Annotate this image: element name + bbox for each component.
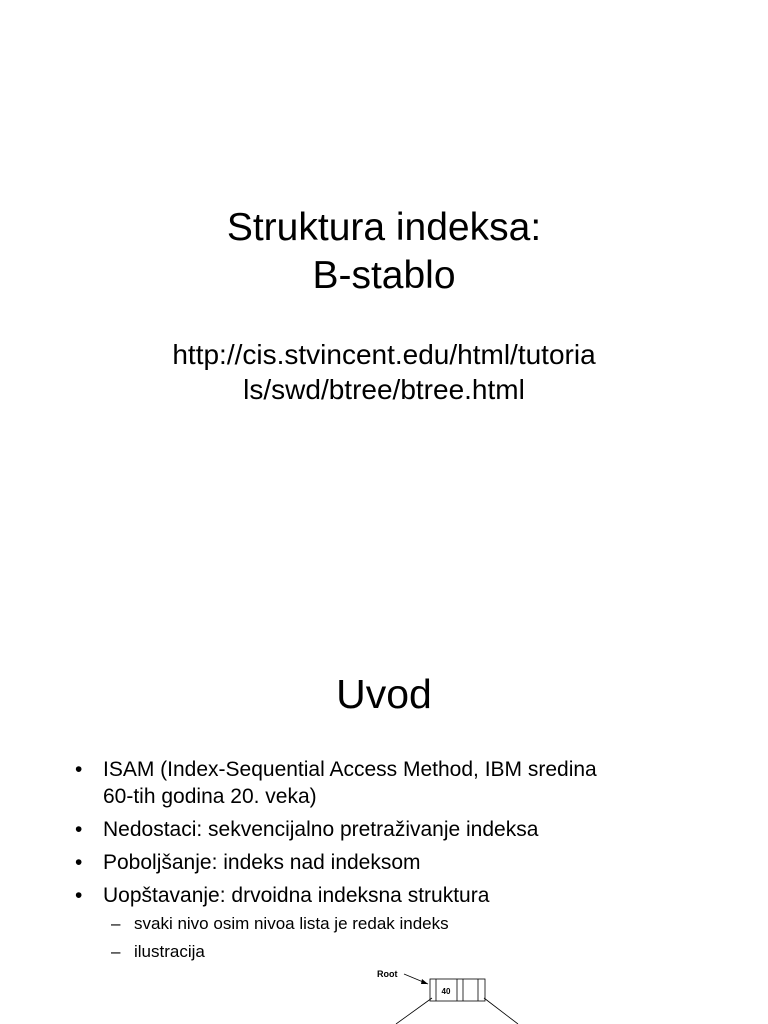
btree-illustration: [370, 962, 530, 1024]
sub-bullet-list: [103, 913, 668, 963]
root-label: Root: [377, 969, 398, 979]
sub-bullet-text: svaki nivo osim nivoa lista je redak indeks: [134, 914, 449, 933]
tree-edge-left: [396, 998, 432, 1024]
bullet-list: [0, 756, 768, 969]
bullet-text: 60-tih godina 20. veka): [103, 785, 317, 808]
slide1-title: [0, 204, 768, 300]
bullet-text: ISAM (Index-Sequential Access Method, IBM sredina: [103, 758, 597, 781]
bullet-text: Uopštavanje: drvoidna indeksna struktura: [103, 884, 490, 907]
root-key: 40: [441, 987, 451, 996]
bullet-item: [0, 816, 768, 843]
tree-edge-right: [484, 998, 518, 1024]
slide1-url-line2: ls/swd/btree/btree.html: [243, 374, 525, 405]
root-node-box: [430, 979, 485, 1001]
slide1-title-line1: Struktura indeksa:: [226, 206, 542, 249]
sub-bullet-text: ilustracija: [134, 942, 205, 961]
slide1-url-line1: http://cis.stvincent.edu/html/tutoria: [172, 339, 596, 370]
sub-bullet-item: [103, 941, 668, 963]
sub-bullet-dash: –: [111, 942, 121, 961]
bullet-marker: •: [75, 818, 83, 841]
bullet-marker: •: [75, 851, 83, 874]
bullet-text: Poboljšanje: indeks nad indeksom: [103, 851, 421, 874]
bullet-item: [0, 882, 768, 963]
slide1-url: [0, 337, 768, 407]
bullet-item: [0, 849, 768, 876]
slide1-title-line2: B-stablo: [312, 254, 456, 297]
bullet-marker: •: [75, 758, 83, 781]
bullet-text: Nedostaci: sekvencijalno pretraživanje indeksa: [103, 818, 539, 841]
bullet-item: [0, 756, 768, 810]
slide2-title: Uvod: [336, 671, 432, 717]
sub-bullet-item: [103, 913, 668, 935]
bullet-marker: •: [75, 884, 83, 907]
root-node: [430, 979, 485, 1001]
sub-bullet-dash: –: [111, 914, 121, 933]
root-arrowhead: [421, 979, 428, 984]
